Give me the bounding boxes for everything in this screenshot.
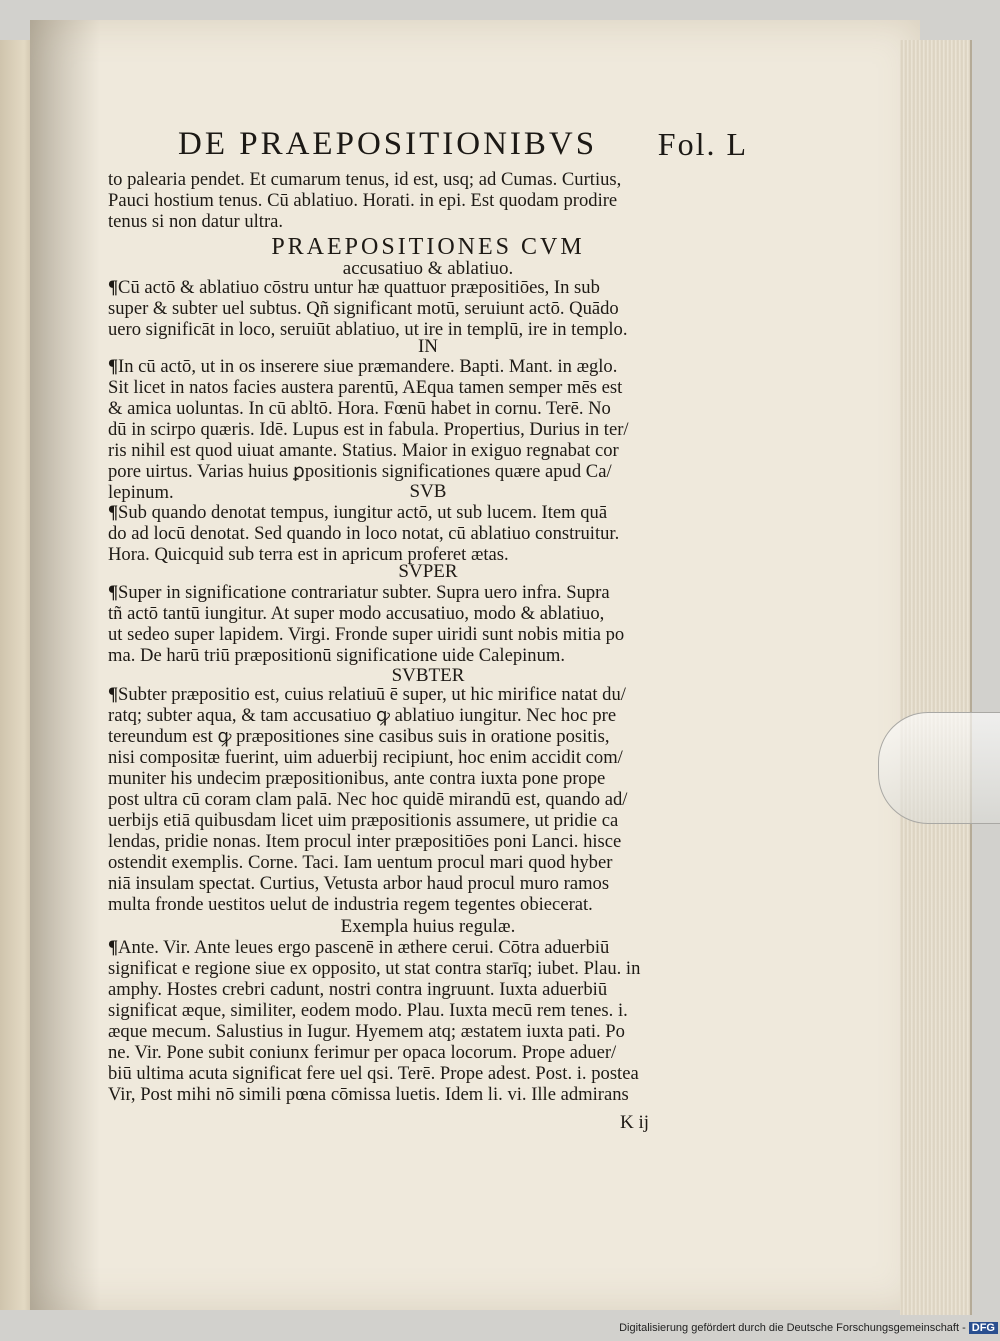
spine-shadow	[30, 20, 100, 1310]
signature-mark: K ij	[620, 1112, 650, 1133]
text-line: ostendit exemplis. Corne. Taci. Iam uentum procul mari quod hyber	[108, 853, 613, 873]
page-edges	[900, 40, 972, 1315]
text-line: æque mecum. Salustius in Iugur. Hyemem atq; æstatem iuxta pati. Po	[108, 1022, 625, 1042]
text-line: dū in scirpo quæris. Idē. Lupus est in fabula. Propertius, Durius in ter/	[108, 420, 629, 440]
paragraph-mark-icon: ¶	[108, 503, 119, 523]
paragraph-mark-icon: ¶	[108, 938, 119, 958]
text-line: biū ultima acuta significat fere uel qsi. Terē. Prope adest. Post. i. postea	[108, 1064, 639, 1084]
text-line: ut sedeo super lapidem. Virgi. Fronde super uiridi sunt nobis mitia po	[108, 625, 625, 645]
dfg-logo: DFG	[969, 1322, 998, 1334]
paragraph-mark-icon: ¶	[108, 278, 119, 298]
digitization-credit	[600, 1322, 998, 1340]
text-line: uerbijs etiā quibusdam licet uim præpositionis assumere, ut pridie ca	[108, 811, 619, 831]
running-head	[178, 126, 748, 170]
section-subheading: accusatiuo & ablatiuo.	[342, 258, 514, 279]
text-line: Hora. Quicquid sub terra est in apricum proferet ætas.	[108, 545, 509, 565]
text-line: to palearia pendet. Et cumarum tenus, id est, usq; ad Cumas. Curtius,	[108, 170, 622, 190]
page-clip	[878, 712, 1000, 824]
paragraph-mark-icon: ¶	[108, 685, 119, 705]
folio-number: Fol. L	[657, 126, 748, 162]
text-line: multa fronde uestitos uelut de industria regem tegentes obiecerat.	[108, 895, 593, 915]
text-line: do ad locū denotat. Sed quando in loco notat, cū ablatiuo construitur.	[108, 524, 620, 544]
text-line: ¶Cū actō & ablatiuo cōstru untur hæ quattuor præpositiōes, In sub	[108, 278, 600, 298]
section-heading: SVPER	[398, 561, 458, 582]
text-line: tereundum est ꝙ præpositiones sine casibus suis in oratione positis,	[108, 727, 610, 747]
text-line: ¶Ante. Vir. Ante leues ergo pascenē in æthere cerui. Cōtra aduerbiū	[108, 938, 610, 958]
text-line: nisi compositæ fuerint, uim aduerbij recipiunt, hoc enim accidit com/	[108, 748, 623, 768]
text-line: ris nihil est quod uiuat amante. Statius. Maior in exiguo regnabat cor	[108, 441, 619, 461]
text-line: Pauci hostium tenus. Cū ablatiuo. Horati. in epi. Est quodam prodire	[108, 191, 618, 211]
text-line: & amica uoluntas. In cū abltō. Hora. Fœnū habet in cornu. Terē. No	[108, 399, 611, 419]
section-heading: Exempla huius regulæ.	[340, 916, 516, 937]
section-heading: IN	[417, 336, 439, 357]
text-line: significat æque, similiter, eodem modo. Plau. Iuxta mecū rem tenes. i.	[108, 1001, 628, 1021]
text-line: amphy. Hostes crebri cadunt, nostri contra ingruunt. Iuxta aduerbiū	[108, 980, 608, 1000]
text-line: niā insulam spectat. Curtius, Vetusta arbor haud procul muro ramos	[108, 874, 610, 894]
running-head-title: DE PRAEPOSITIONIBVS	[178, 126, 598, 162]
section-heading: SVBTER	[391, 665, 465, 686]
text-line: tñ actō tantū iungitur. At super modo accusatiuo, modo & ablatiuo,	[108, 604, 605, 624]
text-line: ma. De harū triū præpositionū significatione uide Calepinum.	[108, 646, 566, 666]
section-heading: PRAEPOSITIONES CVM	[271, 234, 585, 260]
text-line: super & subter uel subtus. Qñ significant motū, seruiunt actō. Quādo	[108, 299, 619, 319]
credit-text: Digitalisierung gefördert durch die Deutsche Forschungsgemeinschaft -	[619, 1322, 966, 1334]
text-line: ¶Sub quando denotat tempus, iungitur actō, ut sub lucem. Item quā	[108, 503, 608, 523]
text-line: post ultra cū coram clam palā. Nec hoc quidē mirandū est, quando ad/	[108, 790, 628, 810]
paragraph-mark-icon: ¶	[108, 357, 119, 377]
section-heading: SVB	[409, 481, 447, 502]
text-line: ¶Subter præpositio est, cuius relatiuū ē super, ut hic mirifice natat du/	[108, 685, 626, 705]
text-line: muniter his undecim præpositionibus, ante contra iuxta pone prope	[108, 769, 606, 789]
text-line: ratq; subter aqua, & tam accusatiuo ꝙ ablatiuo iungitur. Nec hoc pre	[108, 706, 617, 726]
text-line: significat e regione siue ex opposito, ut stat contra starīq; iubet. Plau. in	[108, 959, 641, 979]
paragraph-mark-icon: ¶	[108, 583, 119, 603]
text-line: tenus si non datur ultra.	[108, 212, 284, 232]
text-line: uero significāt in loco, seruiūt ablatiuo, ut ire in templū, ire in templo.	[108, 320, 628, 340]
text-line: ¶Super in significatione contrariatur subter. Supra uero infra. Supra	[108, 583, 610, 603]
text-line: pore uirtus. Varias huius ꝑpositionis significationes quære apud Ca/	[108, 462, 612, 482]
text-line: lendas, pridie nonas. Item procul inter præpositiōes poni Lanci. hisce	[108, 832, 622, 852]
text-line: Vir, Post mihi nō simili pœna cōmissa luetis. Idem li. vi. Ille admirans	[108, 1085, 629, 1105]
text-line: ¶In cū actō, ut in os inserere siue præmandere. Bapti. Mant. in æglo.	[108, 357, 618, 377]
text-line: lepinum.	[108, 483, 174, 503]
text-line: Sit licet in natos facies austera parentū, AEqua tamen semper mēs est	[108, 378, 623, 398]
text-line: ne. Vir. Pone subit coniunx ferimur per opaca locorum. Prope aduer/	[108, 1043, 617, 1063]
